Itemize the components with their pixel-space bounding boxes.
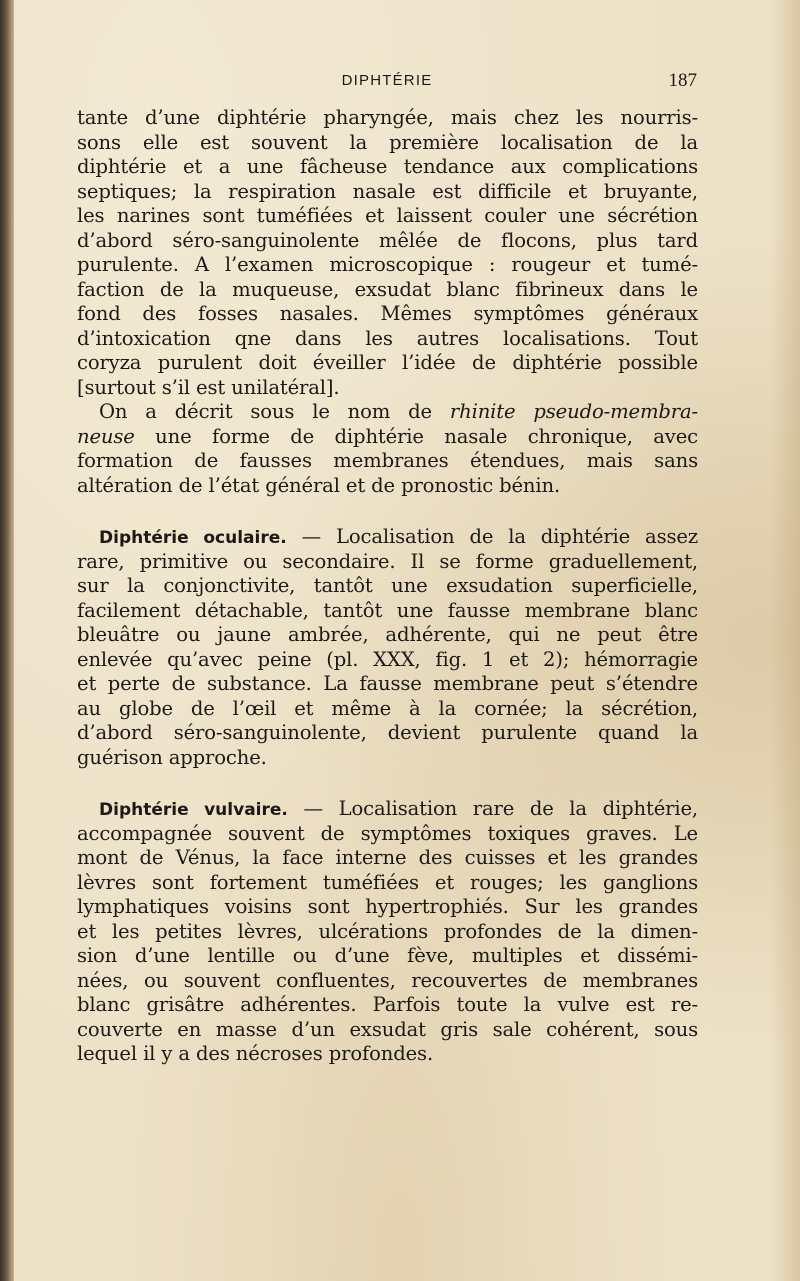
body-text	[77, 106, 698, 1067]
text-line: purulente. A l’examen microscopique : rougeur et tumé-	[77, 253, 698, 276]
text-run: — Localisation de la diphtérie assez	[286, 525, 698, 548]
paragraph-vulvaire	[77, 797, 698, 1067]
text-line: d’intoxication qne dans les autres localisations. Tout	[77, 326, 698, 350]
text-line: tante d’une diphtérie pharyngée, mais chez les nourris-	[77, 106, 698, 129]
text-line: et perte de substance. La fausse membrane peut s’étendre	[77, 672, 698, 695]
page-number: 187	[668, 70, 697, 91]
text-line: facilement détachable, tantôt une fausse membrane blanc	[77, 598, 698, 622]
text-line: nées, ou souvent confluentes, recouvertes de membranes	[77, 968, 698, 992]
italic-term: neuse	[77, 424, 135, 448]
text-line: enlevée qu’avec peine (pl. XXX, fig. 1 et 2); hémorragie	[77, 647, 698, 671]
paragraph-nasal	[77, 106, 698, 400]
text-line: rare, primitive ou secondaire. Il se forme graduellement,	[77, 549, 698, 573]
text-line	[77, 797, 698, 822]
section-heading-oculaire: Diphtérie oculaire.	[99, 528, 287, 548]
paragraph-rhinite	[77, 400, 698, 498]
paragraph-oculaire	[77, 525, 698, 770]
text-line: blanc grisâtre adhérentes. Parfois toute la vulve est re-	[77, 993, 698, 1016]
text-line: les narines sont tuméfiées et laissent couler une sécrétion	[77, 204, 698, 227]
text-line: mont de Vénus, la face interne des cuisses et les grandes	[77, 846, 698, 869]
text-line: altération de l’état général et de pronostic bénin.	[77, 473, 561, 497]
text-run: — Localisation rare de la diphtérie,	[287, 797, 698, 820]
italic-term: rhinite pseudo-membra-	[449, 400, 698, 423]
text-line: sion d’une lentille ou d’une fève, multiples et dissémi-	[77, 944, 698, 967]
section-heading-vulvaire: Diphtérie vulvaire.	[99, 800, 288, 820]
text-line: au globe de l’œil et même à la cornée; la sécrétion,	[77, 696, 698, 720]
text-line: couverte en masse d’un exsudat gris sale cohérent, sous	[77, 1017, 698, 1041]
text-line: faction de la muqueuse, exsudat blanc fibrineux dans le	[77, 277, 698, 301]
text-line: sons elle est souvent la première localisation de la	[77, 130, 698, 154]
page-edge-shading	[770, 0, 800, 1281]
text-line: et les petites lèvres, ulcérations profondes de la dimen-	[77, 919, 698, 943]
text-line: diphtérie et a une fâcheuse tendance aux complications	[77, 155, 698, 178]
paragraph-gap	[77, 498, 698, 525]
text-line	[77, 425, 698, 450]
text-line: lequel il y a des nécroses profondes.	[77, 1042, 434, 1065]
text-line: formation de fausses membranes étendues, mais sans	[77, 449, 698, 472]
text-line: septiques; la respiration nasale est difficile et bruyante,	[77, 179, 698, 203]
running-head	[77, 70, 697, 94]
paragraph-gap	[77, 770, 698, 797]
text-line: d’abord séro-sanguinolente, devient purulente quand la	[77, 721, 698, 744]
text-line: sur la conjonctivite, tantôt une exsudation superficielle,	[77, 574, 698, 597]
book-spine-shadow	[0, 0, 14, 1281]
text-line: [surtout s’il est unilatéral].	[77, 375, 340, 399]
text-line: accompagnée souvent de symptômes toxiques graves. Le	[77, 821, 698, 845]
text-line: fond des fosses nasales. Mêmes symptômes généraux	[77, 302, 698, 325]
text-line	[77, 400, 698, 425]
text-line: lèvres sont fortement tuméfiées et rouges; les ganglions	[77, 870, 698, 894]
text-line: d’abord séro-sanguinolente mêlée de flocons, plus tard	[77, 228, 698, 252]
text-line: lymphatiques voisins sont hypertrophiés. Sur les grandes	[77, 895, 698, 918]
text-run: On a décrit sous le nom de	[99, 400, 450, 423]
text-run: une forme de diphtérie nasale chronique, avec	[134, 424, 698, 448]
text-line: coryza purulent doit éveiller l’idée de diphtérie possible	[77, 351, 698, 374]
text-line: bleuâtre ou jaune ambrée, adhérente, qui ne peut être	[77, 623, 698, 646]
running-head-title: DIPHTÉRIE	[341, 72, 433, 89]
text-line	[77, 525, 698, 550]
text-line: guérison approche.	[77, 745, 267, 769]
